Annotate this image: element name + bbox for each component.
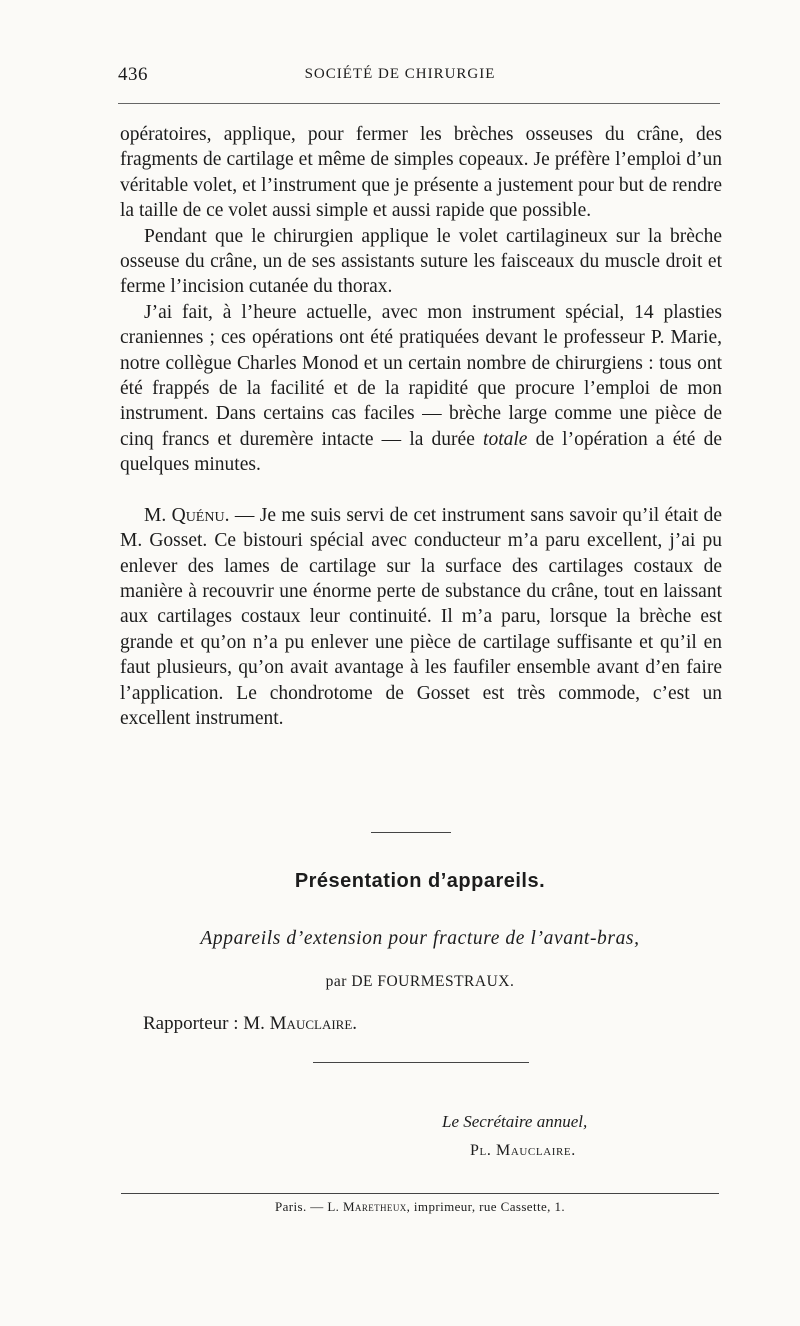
secretary-title: Le Secrétaire annuel, <box>442 1112 588 1131</box>
page-number: 436 <box>118 64 148 85</box>
article-title: Appareils d’extension pour fracture de l’avant-bras, <box>200 928 640 949</box>
printer-imprint <box>0 1199 800 1215</box>
rapporteur-line <box>143 1013 357 1035</box>
speaker-name: M. Quénu. <box>144 504 230 526</box>
imprint-text-a: Paris. — L. <box>274 1199 343 1214</box>
rapporteur-label: Rapporteur : M. <box>143 1013 270 1034</box>
footer-rule <box>121 1193 719 1194</box>
byline: par DE FOURMESTRAUX. <box>325 973 515 990</box>
paragraph-2: Pendant que le chirurgien applique le volet cartilagineux sur la brèche osseuse du crâne, un de ses assistants suture les faisceaux du muscle droit et ferme l’incision cutanée du thorax. <box>120 225 722 298</box>
paragraph-3-text-a: J’ai fait, à l’heure actuelle, avec mon instrument spécial, 14 plasties craniennes ; ces opérations ont été pratiquées devant le professeur P. Marie, notre collègue Charles Monod et un certain nombre de chirurgiens : tous ont été frappés de la facilité et de la rapidité que procure l’emploi de mon instrument. Dans certains cas faciles — brèche large comme une pièce de cinq francs et duremère intacte — la durée <box>120 301 722 450</box>
header-rule <box>118 103 720 104</box>
paragraph-3 <box>120 300 722 478</box>
secretary-name: Pl. Mauclaire. <box>470 1142 576 1159</box>
section-divider <box>371 832 451 833</box>
running-head: SOCIÉTÉ DE CHIRURGIE <box>304 66 496 82</box>
body-text <box>120 122 722 731</box>
paragraph-3-emphasis: totale <box>483 428 528 450</box>
paragraph-3-text-b: de l’opération a été de quelques minutes. <box>120 428 722 476</box>
rapporteur-name: Mauclaire. <box>269 1013 358 1034</box>
paragraph-4-text: — Je me suis servi de cet instrument sans savoir qu’il était de M. Gosset. Ce bistouri spécial avec conducteur m’a paru excellent, j’ai pu enlever des lames de cartilage sur la surface des cartilages costaux de manière à recouvrir une énorme perte de substance du crâne, tout en laissant aux cartilages costaux leur continuité. Il m’a paru, lorsque la brèche est grande et qu’on n’a pu enlever une pièce de cartilage suffisante et qu’il en faut plusieurs, qu’on avait avantage à les faufiler ensemble avant d’en faire l’application. Le chondrotome de Gosset est très commode, c’est un excellent instrument. <box>120 504 722 729</box>
paragraph-4 <box>120 503 722 732</box>
imprint-text-b: , imprimeur, rue Cassette, 1. <box>406 1199 566 1214</box>
imprint-printer-name: Maretheux <box>342 1199 407 1214</box>
paragraph-1: opératoires, applique, pour fermer les brèches osseuses du crâne, des fragments de cartilage et même de simples copeaux. Je préfère l’emploi d’un véritable volet, et l’instrument que je présente a justement pour but de rendre la taille de ce volet aussi simple et aussi rapide que possible. <box>120 124 722 222</box>
closing-divider <box>313 1062 529 1063</box>
section-title: Présentation d’appareils. <box>294 870 546 892</box>
